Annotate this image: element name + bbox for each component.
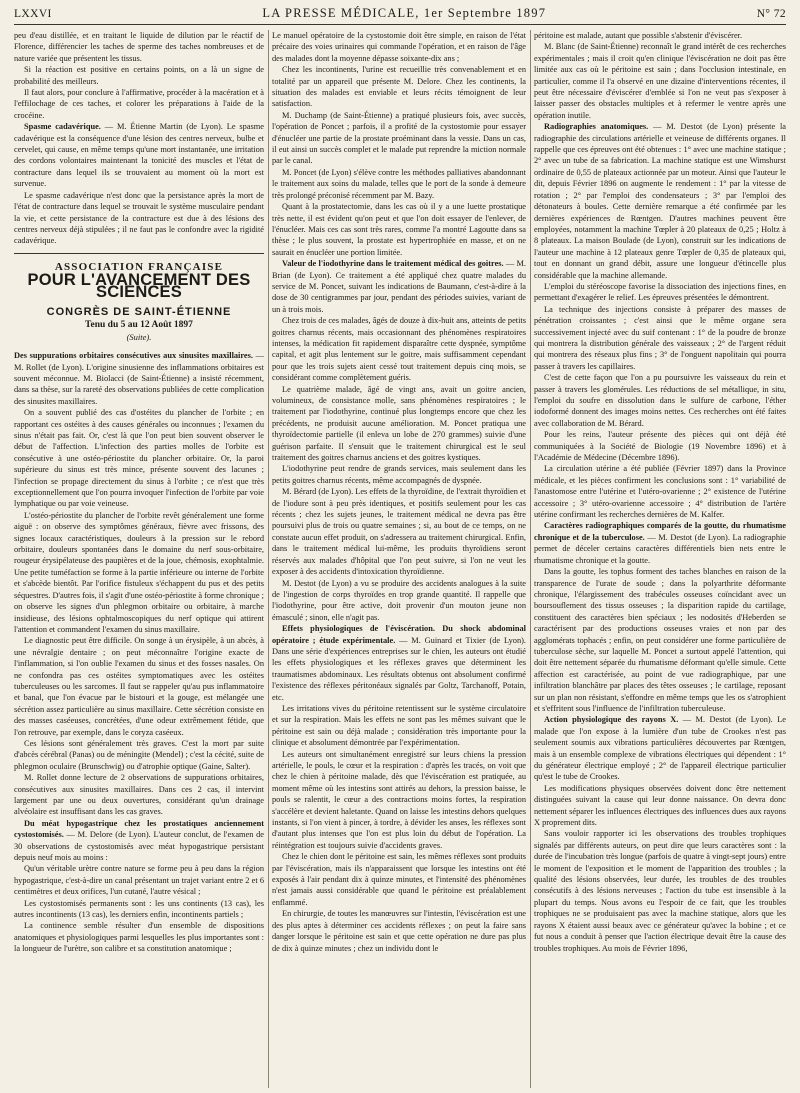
paragraph-text: L'origine sinusienne des inflammations orbitaires est souvent méconnue. M. Biolacci (de Saint-Étienne) a insisté récemment, dans sa thèse, sur la rareté des observations publiées de cette complication des sinusites maxillaires. [14,362,264,406]
column-1 [14,30,264,1090]
col1-continued-text [14,30,264,121]
article-heading: Valeur de l'iodothyrine dans le traitement médical des goitres. [282,259,504,269]
journal-title [262,6,546,21]
paragraph-text: Dans la goutte, les tophus forment des taches blanches en raison de la transparence de l'urate de soude ; dans la polyarthrite déformante chronique, l'élargissement des trabécules osseuses coïncidant avec un boursouflement des tissus osseuses ; la disparition rapide du cartilage, constituent des caractères bien spéciaux ; les nodosités d'Heberden se caractérisent par des productions osseuses vraies et non par des agglomérats tophacés ; enfin, on peut considérer une forme particulière de tuberculose sèche, sur laquelle M. Poncet a surtout appelé l'attention, qui doit être nettement séparée du rhumatisme déformant qu'elle simule. Cette affection est caractérisée, au point de vue radiographique, par une infiltration blanchâtre par places des têtes osseuses ; le cartilage, reposant sur un plan non résistant, s'effondre en même temps que les os s'atrophient et s'effritent sous l'influence de l'infiltration tuberculeuse. [534,567,786,713]
paragraph [534,429,786,463]
paragraph [272,30,526,64]
article-author: — M. Étienne Martin (de Lyon). [100,122,223,132]
paragraph-text: La technique des injections consiste à préparer des masses de pénétration croissantes ; c'est ainsi que le même organe sera successivement injecté avec du suif contenant : 1° de la poudre de bronze qui montrera la distribution générale des vaisseaux ; 2° de l'argent réduit qui montrera des réseaux plus fins ; 3° de l'onguent napolitain qui pourra passer à travers les capillaires. [534,304,786,371]
paragraph-text: Chez le chien dont le péritoine est sain, les mêmes réflexes sont produits par l'éviscération, mais ils n'apparaissent que lorsque les intestins ont été exposés à l'air pendant dix à quinze minutes, et l'intensité des phénomènes n'est jamais aussi considérable que quand le péritoine est préalablement enflammé. [272,852,526,907]
paragraph [534,372,786,429]
article-heading: Du méat hypogastrique chez les prostatiques anciennement cystostomisés. [14,818,264,840]
paragraph [534,463,786,520]
paragraph-text: L'ostéo-périostite du plancher de l'orbite revêt généralement une forme aiguë : on observe des symptômes généraux, fièvre avec frissons, des signes locaux caractéristiques, douleurs à la pression sur le rebord orbitaire, douleurs spontanées dans le domaine du nerf sous-orbitaire, rougeur érysipélateuse des paupières et de la joue, chémosis, exophtalmie. Une petite tuméfaction se forme à la partie inférieure ou interne de l'orbite et s'abcède bientôt. Par l'orifice fistuleux s'échappent du pus et des petits séquestres. D'autres fois, il s'agit d'une ostéo-périostite à forme chronique ; on observe les signes d'un phlegmon orbitaire ou orbitaire, à marche insidieuse, des lésions ophtalmoscopiques du nerf optique qui attirent l'attention et commandent l'examen du sinus maxillaire. [14,510,264,634]
paragraph-text: Dans une série d'expériences entreprises sur le chien, les auteurs ont étudié les effets physiologiques et les réflexes graves que déterminent les traumatismes abdominaux. Les résultats obtenus ont absolument confirmé l'existence des réflexes péritonéaux signalés par Goltz, Tarchanoff, Potain, etc. [272,646,526,702]
paragraph-text: La circulation utérine a été publiée (Février 1897) dans la Province médicale, et les pièces confirment les conclusions sont : 1° variabilité de l'anastomose entre l'utérine et l'utéro-ovarienne ; 2° existence de l'utérine accessoire ; 3° utéro-ovarienne accessoire ; 4° distribution de l'artère utérine confirmant les recherches dernières de M. Kalfer. [534,464,786,520]
suite-note: (Suite). [126,331,152,342]
congress-dates: Tenu du 5 au 12 Août 1897 [85,320,193,331]
article-heading: Caractères radiographiques comparés de la goutte, du rhumatisme chronique et de la tuberculose. [534,521,786,542]
article-author: — M. Destot (de Lyon). [678,715,773,725]
paragraph-text: C'est de cette façon que l'on a pu poursuivre les vaisseaux du rein et passer à travers les glomérules. Les réductions de sel métallique, in situ, l'emploi du soufre en dissolution dans le sulfure de carbone, l'éther iodoformé donnent des images moins nettes. Ces recherches ont été faites avec collaboration de M. Bérard. [534,373,786,428]
paragraph-text: Les irritations vives du péritoine retentissent sur le système circulatoire et sur la respiration. Mais les effets ne sont pas les mêmes suivant que le péritoine est sain ou déjà malade ; considération très importante pour la clinique et absolument démontrée par l'expérimentation. [272,703,526,748]
paragraph [14,818,264,864]
paragraph-text: Quant à la prostatectomie, dans les cas où il y a une luette prostatique très nette, il est évident qu'on peut et que l'on doit essayer de l'enlever, de l'énucléer. Mais ces cas sont très rares, comme l'a montré Lagoutte dans sa thèse ; le plus souvent, la prostate est hypertrophiée en masse, et on ne saurait en énucléer une portion limitée. [272,202,526,257]
paragraph-text: M. Rollet donne lecture de 2 observations de suppurations orbitaires, consécutives aux sinusites maxillaires. Dans ces 2 cas, il intervint largement par une ou deux ouvertures, considérant qu'un drainage alvéolaire est insuffisant dans les cas graves. [14,773,264,817]
paragraph [534,41,786,121]
paragraph-text: Le diagnostic peut être difficile. On songe à un érysipèle, à un abcès, à une névralgie dentaire ; on peut méconnaître l'origine exacte de l'inflammation, si l'on oublie l'examen du sinus et des fosses nasales. On ne confondra pas ces ostéites symptomatiques avec les ostéites tuberculeuses ou les sarcomes. Il faut se rappeler qu'au pus inflammatoire et banal, que l'on évacue par le bistouri et la gouge, est mélangée une sécrétion assez particulière au sinus maxillaire. Cette sécrétion consiste en des masses caséeuses, concrétées, d'une odeur extrêmement fétide, que l'on retrouve, par exemple, dans le coryza caséeux. [14,636,264,737]
paragraph: Il faut alors, pour conclure à l'affirmative, procéder à la macération et à l'effilochage de ces taches, et colorer les préparations à l'aide de la crocéine. [14,88,264,120]
paragraph [534,783,786,829]
article-author: — M. Guinard et Tixier (de Lyon). [395,635,526,645]
section-title: POUR L'AVANCEMENT DES SCIENCES [27,271,251,301]
paragraph [534,121,786,281]
paragraph-text: Les modifications physiques observées doivent donc être nettement distinguées suivant la cause qui leur donne naissance. On devra donc nettement séparer les influences électriques des influences dues aux rayons X proprement dits. [534,783,786,828]
spasme-paragraph-2: Le spasme cadavérique n'est donc que la persistance après la mort de l'état de contracture dans lequel se trouvait le système musculaire pendant la vie, et cette persistance de la contracture est due à des lésions des centres nerveux déjà stipulées ; il ne faut pas le confondre avec la rigidité cadavérique. [14,190,264,246]
paragraph-text: M. Duchamp (de Saint-Étienne) a pratiqué plusieurs fois, avec succès, l'opération de Poncet ; parfois, il a profité de la cystostomie pour essayer d'énucléer une partie de la prostate proéminant dans la vessie. Dans un cas, il eut ainsi un succès complet et le malade put reprendre la miction normale par le canal. [272,110,526,166]
spasme-paragraph [14,121,264,189]
paragraph [534,828,786,953]
article-heading: Effets physiologiques de l'éviscération. Du shock abdominal opératoire ; étude expérimentale. [272,624,526,645]
article-author: — M. Brian (de Lyon). [272,259,526,280]
paragraph [534,304,786,372]
paragraph [272,201,526,258]
paragraph [14,738,264,772]
column-divider [268,30,269,1088]
paragraph-text: M. Blanc (de Saint-Étienne) reconnaît le grand intérêt de ces recherches expérimentales ; mais il croit qu'en clinique l'éviscération ne doit pas être limitée aux cas où le péritoine est sain ; dans l'occlusion intestinale, en particulier, comme il l'a observé en une dizaine d'interventions récentes, il peut être nécessaire d'éviscérer d'emblée si l'on ne veut pas s'exposer à laisser passer des obstacles multiples et à refermer le ventre après une opération inutile. [534,42,786,120]
paragraph-text: En chirurgie, de toutes les manœuvres sur l'intestin, l'éviscération est une des plus aptes à déterminer ces accidents réflexes ; on peut la faire sans danger lorsque le péritoine est sain et que cette opération ne dure pas plus de dix à quinze minutes ; chez un individu dont le [272,909,526,953]
paragraph [272,463,526,486]
paragraph-text: péritoine est malade, autant que possible s'abstenir d'éviscérer. [534,31,743,40]
paragraph [272,384,526,464]
paragraph [272,851,526,908]
paragraph [272,258,526,315]
article-author: — M. Rollet (de Lyon). [14,351,264,372]
article-author: — M. Destot (de Lyon). [644,532,730,542]
paragraph-text: M. Destot (de Lyon) a vu se produire des accidents analogues à la suite de l'ingestion de corps thyroïdes en trop grande quantité. Il rappelle que l'iodothyrine, pour être active, doit provenir d'un mouton jeune non émasculé ; sinon, elle n'agit pas. [272,578,526,622]
paragraph [272,703,526,749]
congress-heading: CONGRÈS DE SAINT-ÉTIENNE [46,305,232,318]
paragraph-text: La radiographie permet de déceler certains caractères différentiels bien nets entre le rhumatisme chronique et la goutte. [534,532,786,565]
paragraph [14,350,264,407]
article-author: — M. Delore (de Lyon). [63,830,151,840]
paragraph: Si la réaction est positive en certains points, on a là un signe de probabilité des meilleurs. [14,65,264,86]
paragraph-text: Chez les incontinents, l'urine est recueillie très convenablement et en totalité par un appareil que présente M. Delore. Chez les continents, la situation des malades est enviable et leurs récits témoignent de leur satisfaction. [272,65,526,109]
section-rule [14,253,264,254]
paragraph-text: M. Poncet (de Lyon) s'élève contre les méthodes palliatives abandonnant le traitement aux soins du malade, telles que le port de la sonde à demeure très prolongé préconisé récemment par M. Bazy. [272,167,526,200]
paragraph-text: Qu'un véritable urètre contre nature se forme peu à peu dans la région hypogastrique, c'est-à-dire un canal présentant un trajet variant entre 2 et 6 centimètres et deux orifices, l'un cutané, l'autre vésical ; [14,864,264,897]
page-number: LXXVI [14,8,52,20]
paragraph [534,566,786,714]
paragraph-text: Le quatrième malade, âgé de vingt ans, avait un goitre ancien, volumineux, de consistance molle, sans phénomènes respiratoires ; le traitement par l'iodothyrine, continué plus longtemps encore que chez les précédents, ne produisit aucune amélioration. M. Poncet pratiqua une thyroïdectomie partielle (il enleva un lobe de 270 grammes) suivie d'une guérison parfaite. Il s'ensuit que le traitement chirurgical est le seul traitement des goitres charnus anciens et des goitres kystiques. [272,384,526,463]
article-heading: Action physiologique des rayons X. [544,715,679,725]
paragraph-text: Les cystostomisés permanents sont : les uns continents (13 cas), les autres incontinents (13 cas), les derniers enfin, incontinents partiels ; [14,898,264,920]
paragraph-text: Les auteurs ont simultanément enregistré sur leurs chiens la pression artérielle, le pouls, le cœur et la respiration : d'après les tracés, on voit que chez le chien à péritoine malade, dès que l'éviscération est pratiquée, au moment même où les intestins sont attirés au dehors, la pression baisse, le pouls se ralentit, le cœur a des contractions moins fortes, la respiration s'accélère et devient haletante. Quand on laisse les intestins dehors quelques instants, si l'on vient à pincer, à tordre, à dévider les anses, les réflexes sont d'autant plus intenses que l'on est plus loin du début de l'opération. La réintégration est toujours suivie d'accidents graves. [272,749,526,850]
paragraph [14,772,264,818]
paragraph-text: L'iodothyrine peut rendre de grands services, mais seulement dans les petits goitres charnus récents, même accompagnés de dyspnée. [272,464,526,485]
paragraph-text: Ce traitement a été appliqué chez quatre malades du service de M. Poncet, suivant les indications de Baumann, c'est-à-dire à la dose de 30 centigrammes par jour, pendant des périodes suivies, variant de un à trois mois. [272,270,526,314]
paragraph [14,920,264,954]
article-heading: Spasme cadavérique. [24,122,101,132]
paragraph-text: Ces lésions sont généralement très graves. C'est la mort par suite d'abcès cérébral (Panas) ou de méningite (Mendel) ; c'est la cécité, suite de phlegmon oculaire (Brunschwig) ou d'atrophie optique (Gaine, Salter). [14,738,264,771]
paragraph-text: Le manuel opératoire de la cystostomie doit être simple, en raison de l'état précaire des voies urinaires qui commande l'opération, et en raison de l'âge des malades dont la moyenne dépasse soixante-dix ans ; [272,31,526,63]
paragraph [534,520,786,566]
article-author: — M. Destot (de Lyon) [648,122,743,132]
paragraph-text: L'emploi du stéréoscope favorise la dissociation des injections fines, en permettant d'exagérer le relief. Les épreuves présentées le démontrent. [534,281,786,303]
paragraph [534,281,786,304]
column-2 [272,30,526,1090]
paragraph-text: présente la radiographie des circulations artérielle et veineuse de différents organes. Il rappelle que ces épreuves ont été obtenues : 1° avec une machine statique ; 2° avec un tube de sa fabrication. La machine statique est une Wimshurst ordinaire de 0,55 de plateaux actionnée par un moteur. Ainsi que l'auteur le dit, depuis Février 1896 on augmente le rendement : 1° par la vitesse de rotation ; 2° par l'emploi des condensateurs ; 3° par l'emploi des détonateurs à boules. Cette dernière remarque a été confirmée par les dernières expériences de Rœntgen. D'autres machines peuvent être employées, notamment la machine Tœpler à 20 plateaux de 0,25 ; Holtz à 8 plateaux. La maison Boulade (de Lyon), construit sur les indications de l'auteur une machine à 12 plateaux genre Tœpler de 0,35 de plateaux qui, tout en donnant un grand débit, assure une longueur d'étincelle plus considérable que la machine allemande. [534,122,786,280]
association-heading: ASSOCIATION FRANÇAISE [54,260,224,273]
header-rule [14,24,786,25]
paragraph [272,64,526,110]
col1-articles [14,350,264,955]
paragraph [14,863,264,897]
issue-date: 1er Septembre 1897 [423,6,547,20]
paragraph [14,635,264,738]
col3-articles [534,30,786,954]
paragraph-text: Pour les reins, l'auteur présente des pièces qui ont déjà été communiquées à la Société de Biologie (19 Novembre 1896) et à l'Académie de Médecine (Décembre 1896). [534,430,786,463]
column-3 [534,30,786,1090]
article-text: Le spasme cadavérique est la conséquence d'une lésion des centres nerveux, bulbe et cervelet, qui cause, en même temps qu'une mort instantanée, une irritation des cordons volontaires maintenant la tonicité des muscles et l'état de contracture dans lequel ils se trouvaient au moment où la mort est survenue. [14,122,264,189]
paragraph [272,110,526,167]
paragraph [534,30,786,41]
paragraph-text: Chez trois de ces malades, âgés de douze à dix-huit ans, atteints de petits goitres charnus récents, mais occasionnant des phénomènes respiratoires intenses, la médication fit rapidement disparaître cette dyspnée, symptôme capital, et agit plus lentement sur le goitre, mais suffisamment cependant pour que les trois sujets aient cessé tout traitement depuis cinq mois, se considérant comme complètement guéris. [272,316,526,383]
article-heading: Des suppurations orbitaires consécutives aux sinusites maxillaires. [14,351,253,361]
paragraph [534,714,786,782]
paragraph-text: Sans vouloir rapporter ici les observations des troubles trophiques signalés par différents auteurs, on peut dire que leurs caractères sont : la durée de l'incubation très longue (parfois de quatre à vingt-sept jours) entre le moment de l'exposition et le moment de l'apparition des troubles ; la qualité des lésions observées, leur durée, les troubles de des troubles consécutifs à des lésions nerveuses ; l'action du tube est insensible à la plupart du temps. Nous avons eu l'espoir de ce fait, que les troubles trophiques ne se produisaient pas avec la machine statique, alors que les rayons X étaient aussi beaux avec ce générateur qu'avec la bobine ; et ce fut nous a conduit à penser que l'action électrique devait être la cause des troubles trophiques. Au mois de Février 1896, [534,829,786,953]
paragraph [272,908,526,954]
paragraph-text: La continence semble résulter d'un ensemble de dispositions anatomiques et physiologiques parmi lesquelles les plus importantes sont : la longueur de l'urètre, son calibre et sa constitution anatomique ; [14,921,264,954]
paragraph [272,315,526,383]
paragraph [272,486,526,577]
paragraph-text: Le malade que l'on expose à la lumière d'un tube de Crookes n'est pas seulement soumis aux vibrations particulières découvertes par Rœntgen, mais à un ensemble complexe de vibrations électriques qui dépendent : 1° du générateur électrique employé ; 2° de l'appareil électrique particulier qu'est le tube de Crookes. [534,715,786,782]
paragraph [272,167,526,201]
paragraph [272,578,526,624]
paragraph [272,749,526,852]
paragraph [14,407,264,510]
journal-name: LA PRESSE MÉDICALE, [262,6,420,20]
column-divider [530,30,531,1088]
paragraph-text: On a souvent publié des cas d'ostéites du plancher de l'orbite ; en rapportant ces ostéites à des causes générales ou inconnues ; l'examen du sinus n'était pas fait. Or, c'est là que l'on peut bien souvent observer le début de l'affection. L'infection des parties molles de l'orbite est consécutive à une ostéo-périostite du plancher orbitaire. Or, la paroi supérieure du sinus est très mince, présente souvent des lacunes ; l'infection se propage directement du sinus à l'orbite ; ce n'est que très exceptionnellement que l'on pourra invoquer l'infection de l'orbite par voie lymphatique ou par voie veineuse. [14,408,264,509]
page-header [14,6,786,24]
paragraph [14,510,264,635]
paragraph: peu d'eau distillée, et en traitant le liquide de dilution par le réactif de Florence, différencier les taches de sperme des taches nombreuses et de nature variée que présentent les tissus. [14,31,264,63]
paragraph-text: M. Bérard (de Lyon). Les effets de la thyroïdine, de l'extrait thyroïdien et de l'iodure sont à peu près identiques, et positifs seulement pour les cas récents ; chez les sujets jeunes, le traitement médical ne devra pas être poursuivi plus de trois ou quatre semaines ; si, au bout de ce temps, on ne constate aucun effet produit, on s'adressera au traitement chirurgical. Enfin, dans le traitement médical lui-même, les produits thyroïdiens seront réservés aux malades d'hôpital que l'on peut suivre, si l'on ne veut les exposer à des accidents d'intoxication thyroïdienne. [272,487,526,577]
paragraph-text: L'auteur conclut, de l'examen de 30 observations de cystostomisés avec méat hypogastrique persistant depuis neuf mois au moins : [14,830,264,863]
col2-articles [272,30,526,954]
paragraph [14,898,264,921]
issue-number: N° 72 [756,8,786,20]
paragraph [272,623,526,703]
article-heading: Radiographies anatomiques. [544,122,649,132]
